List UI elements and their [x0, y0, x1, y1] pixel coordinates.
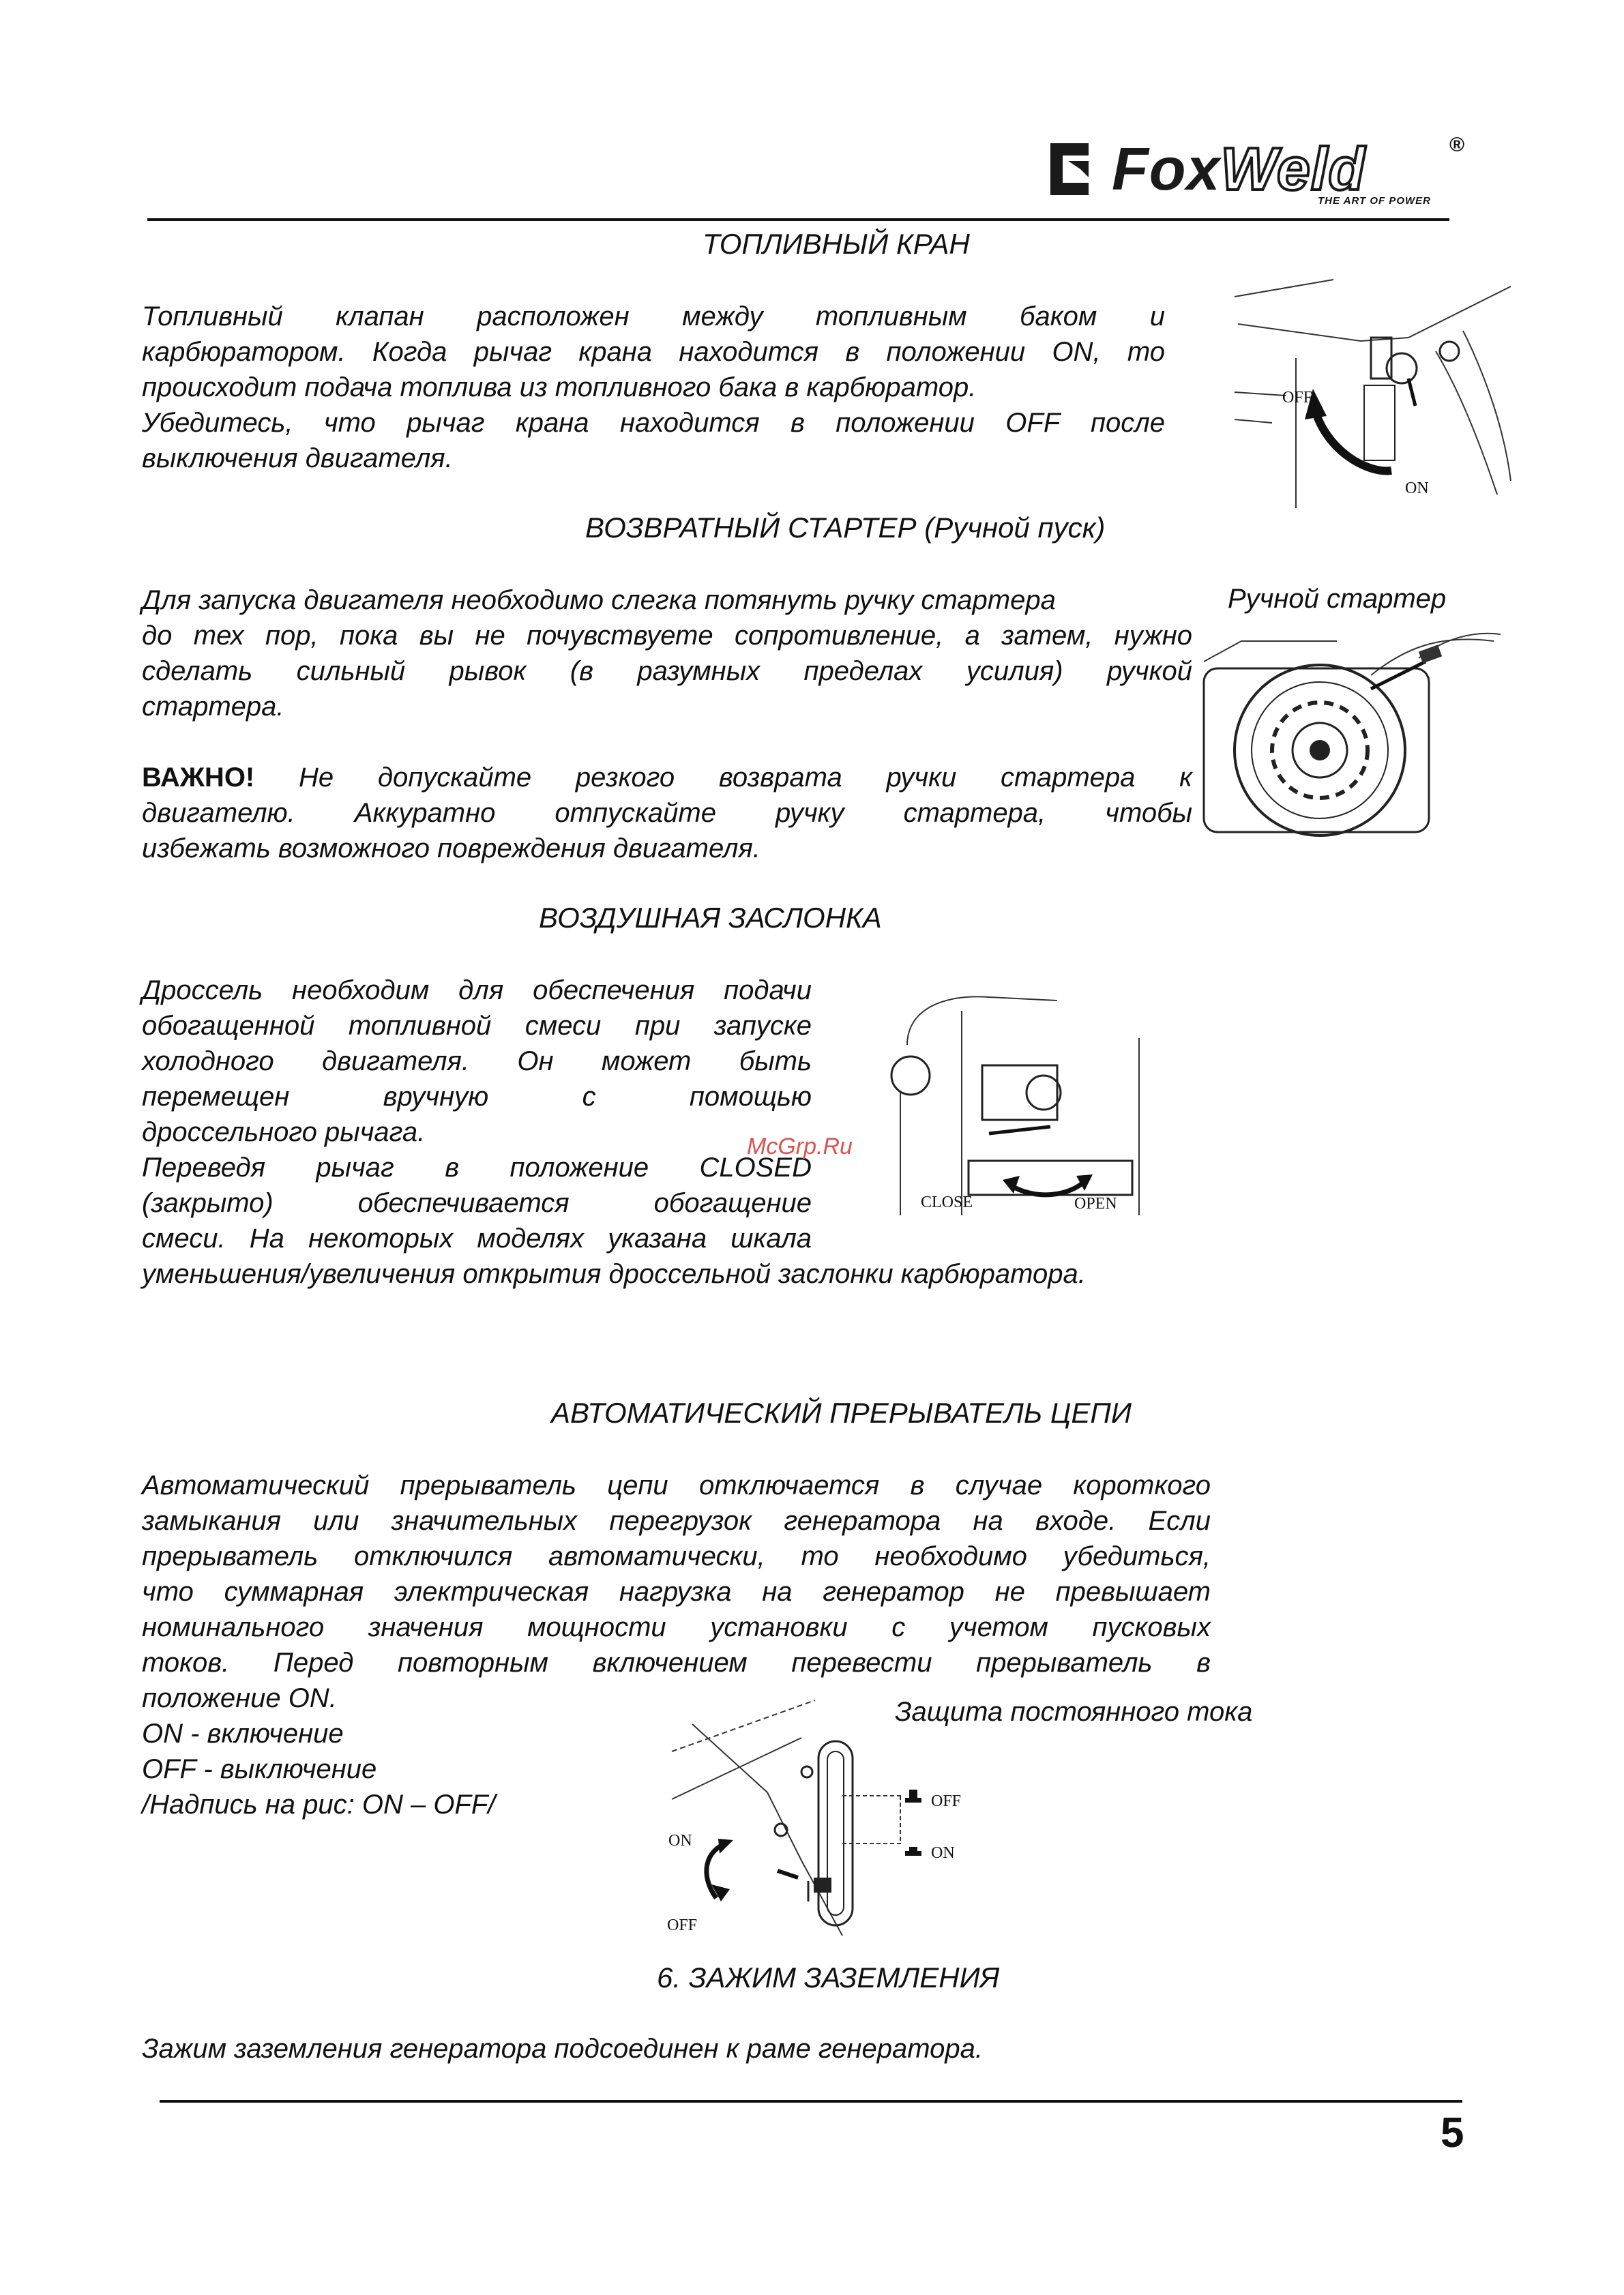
- text-line: Переведя рычаг в положение CLOSED: [142, 1153, 812, 1183]
- choke-title: ВОЗДУШНАЯ ЗАСЛОНКА: [539, 902, 882, 934]
- text-line: происходит подача топлива из топливного бака в карбюратор.: [142, 372, 977, 402]
- text-line: что суммарная электрическая нагрузка на генератор не превышает: [142, 1577, 1211, 1607]
- legend-line: ON - включение: [142, 1719, 344, 1749]
- text-line: перемещен вручную с помощью: [142, 1082, 812, 1112]
- recoil-starter-text: [142, 582, 1192, 724]
- legend-line: /Надпись на рис: ON – OFF/: [142, 1790, 496, 1820]
- registered-mark: ®: [1449, 134, 1465, 156]
- text-line: обогащенной топливной смеси при запуске: [142, 1011, 812, 1041]
- ground-title: 6. ЗАЖИМ ЗАЗЕМЛЕНИЯ: [657, 1961, 1000, 1994]
- breaker-title: АВТОМАТИЧЕСКИЙ ПРЕРЫВАТЕЛЬ ЦЕПИ: [551, 1397, 1132, 1429]
- text-line: ВАЖНО! Не допускайте резкого возврата ручки стартера к: [142, 762, 1192, 793]
- breaker-off-left-label: OFF: [667, 1916, 698, 1934]
- important-label: ВАЖНО!: [142, 762, 255, 793]
- text-line: Зажим заземления генератора подсоединен к раме генератора.: [142, 2034, 983, 2064]
- choke-open-label: OPEN: [1074, 1195, 1117, 1213]
- ground-text: [142, 2031, 1233, 2067]
- logo-mark-icon: [1050, 143, 1099, 195]
- choke-text: [142, 973, 812, 1256]
- watermark: McGrp.Ru: [747, 1134, 853, 1159]
- fuel-off-label: OFF: [1282, 389, 1313, 406]
- text-line: Убедитесь, что рычаг крана находится в положении OFF после: [142, 408, 1165, 438]
- text-line: избежать возможного повреждения двигателя.: [142, 833, 761, 863]
- breaker-off-label: OFF: [931, 1792, 962, 1810]
- text-line: Для запуска двигателя необходимо слегка потянуть ручку стартера: [142, 585, 1056, 615]
- fuel-on-label: ON: [1405, 479, 1429, 497]
- text-line: (закрыто) обеспечивается обогащение: [142, 1188, 812, 1218]
- page-number: 5: [1441, 2109, 1464, 2157]
- text-line: смеси. На некоторых моделях указана шкала: [142, 1224, 812, 1254]
- text-line: до тех пор, пока вы не почувствуете сопротивление, а затем, нужно: [142, 621, 1192, 651]
- choke-text-tail: [142, 1256, 1233, 1292]
- recoil-starter-title: ВОЗВРАТНЫЙ СТАРТЕР (Ручной пуск): [585, 512, 1106, 544]
- fuel-valve-text: [142, 299, 1165, 476]
- fuel-valve-title: ТОПЛИВНЫЙ КРАН: [703, 228, 970, 260]
- text-line: сделать сильный рывок (в разумных пределах усилия) ручкой: [142, 656, 1192, 686]
- text-line: Топливный клапан расположен между топливным баком и: [142, 301, 1165, 331]
- text-line: токов. Перед повторным включением перевести прерыватель в: [142, 1648, 1211, 1678]
- text-line: Автоматический прерыватель цепи отключается в случае короткого: [142, 1470, 1211, 1500]
- brand-logo: [1050, 135, 1473, 210]
- text-line: стартера.: [142, 692, 284, 722]
- header-rule: [147, 218, 1449, 221]
- text-line: Дроссель необходим для обеспечения подачи: [142, 975, 812, 1005]
- text-line: дроссельного рычага.: [142, 1117, 426, 1147]
- text-line: карбюратором. Когда рычаг крана находится в положении ON, то: [142, 337, 1165, 367]
- text-line: двигателю. Аккуратно отпускайте ручку стартера, чтобы: [142, 798, 1192, 828]
- fuel-valve-figure: [1231, 276, 1518, 512]
- breaker-text: [142, 1468, 1211, 1716]
- choke-close-label: CLOSE: [921, 1194, 973, 1211]
- recoil-starter-caption: Ручной стартер: [1228, 584, 1447, 614]
- breaker-legend: [142, 1716, 660, 1822]
- footer-rule: [160, 2100, 1462, 2103]
- text-line: положение ON.: [142, 1683, 337, 1713]
- recoil-starter-figure: [1200, 621, 1504, 839]
- brand-tagline: THE ART OF POWER: [1318, 195, 1431, 207]
- choke-figure: [880, 990, 1166, 1222]
- text-line: холодного двигателя. Он может быть: [142, 1046, 812, 1076]
- text-line: замыкания или значительных перегрузок генератора на входе. Если: [142, 1506, 1211, 1536]
- breaker-on-left-label: ON: [668, 1832, 692, 1850]
- text-line: номинального значения мощности установки с учетом пусковых: [142, 1612, 1211, 1642]
- breaker-figure: [665, 1697, 979, 1942]
- legend-line: OFF - выключение: [142, 1754, 377, 1784]
- breaker-on-label: ON: [931, 1844, 955, 1862]
- text-line: выключения двигателя.: [142, 443, 453, 473]
- brand-name: FoxWeld: [1112, 135, 1366, 203]
- breaker-caption: Защита постоянного тока: [895, 1697, 1253, 1727]
- text-line: прерыватель отключился автоматически, то необходимо убедиться,: [142, 1541, 1211, 1571]
- text-line: уменьшения/увеличения открытия дроссельной заслонки карбюратора.: [142, 1259, 1086, 1289]
- recoil-starter-warning: [142, 760, 1192, 866]
